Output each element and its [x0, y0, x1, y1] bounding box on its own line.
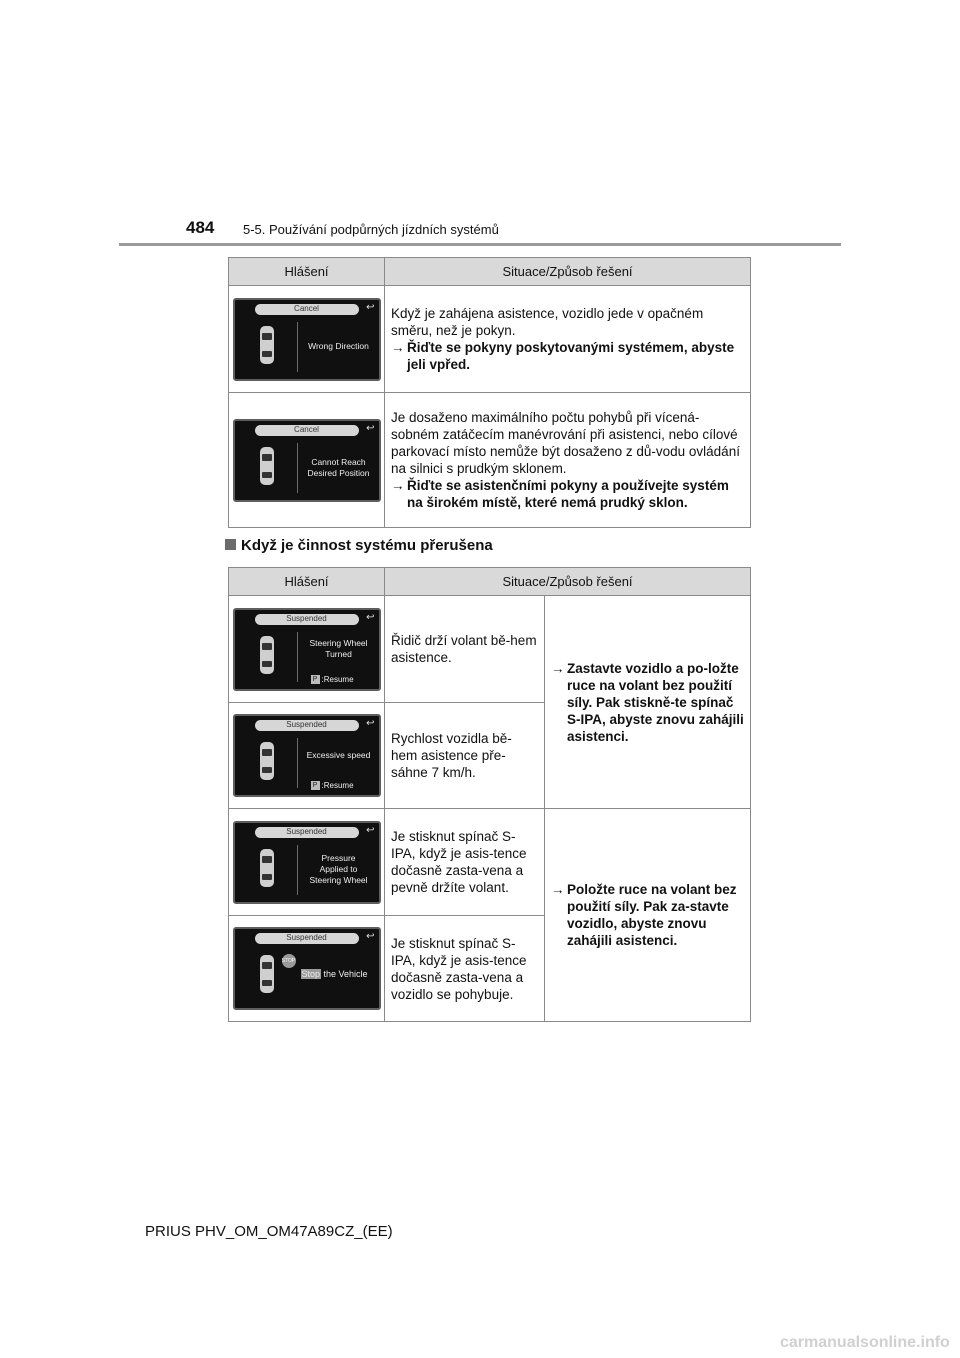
situation-cell [385, 596, 545, 703]
arrow-icon: → [551, 882, 565, 897]
table-row [229, 809, 751, 916]
action-text [391, 339, 744, 373]
message-table-1 [228, 257, 751, 528]
table-row [229, 596, 751, 703]
display-screen [233, 714, 381, 797]
display-screen [233, 298, 381, 381]
resume-hint [311, 781, 354, 791]
screen-cell [229, 703, 385, 809]
screen-message: Steering Wheel Turned [309, 637, 368, 659]
car-icon [259, 446, 275, 486]
display-screen [233, 927, 381, 1010]
header-cell-situation: Situace/Způsob řešení [385, 258, 751, 286]
car-icon [259, 741, 275, 781]
screen-message: Pressure Applied to Steering Wheel [309, 853, 368, 885]
situation-text: Když je zahájena asistence, vozidlo jede v opačném směru, než je pokyn. [391, 306, 704, 338]
action-text [551, 660, 744, 745]
square-bullet-icon [225, 539, 236, 550]
subheading-text: Když je činnost systému přerušena [241, 537, 493, 554]
stop-word: Stop [301, 969, 321, 979]
situation-cell [385, 286, 751, 393]
situation-cell [385, 703, 545, 809]
car-icon [259, 848, 275, 888]
cancel-pill: Cancel [255, 425, 359, 436]
screen-divider [297, 443, 298, 493]
action-label: Zastavte vozidlo a po-ložte ruce na volant bez použití síly. Pak stiskně-te spínač S-IPA, abyste znovu zahájili asistenci. [567, 660, 744, 744]
back-icon: ↩ [366, 422, 375, 434]
suspended-pill: Suspended [255, 720, 359, 731]
car-icon [259, 954, 275, 994]
action-text [391, 477, 744, 511]
table-row [229, 393, 751, 528]
display-screen [233, 821, 381, 904]
screen-divider [297, 632, 298, 682]
watermark: carmanualsonline.info [780, 1334, 950, 1351]
screen-message [301, 969, 368, 980]
resume-hint [311, 675, 354, 685]
back-icon: ↩ [366, 931, 375, 942]
action-cell [545, 596, 751, 809]
suspended-pill: Suspended [255, 614, 359, 625]
car-icon [259, 635, 275, 675]
page-number: 484 [186, 218, 215, 237]
cancel-pill: Cancel [255, 304, 359, 315]
screen-cell [229, 286, 385, 393]
action-label: Řiďte se pokyny poskytovanými systémem, abyste jeli vpřed. [407, 340, 735, 372]
situation-cell [385, 809, 545, 916]
table-header [229, 258, 751, 286]
situation-cell [385, 916, 545, 1022]
parking-switch-icon: P [311, 781, 320, 790]
screen-message: Cannot Reach Desired Position [307, 456, 370, 478]
back-icon: ↩ [366, 718, 375, 729]
situation-text: Rychlost vozidla bě-hem asistence pře-sáhne 7 km/h. [391, 731, 512, 780]
arrow-icon: → [391, 340, 405, 355]
table-row [229, 286, 751, 393]
situation-text: Je stisknut spínač S-IPA, když je asis-tence dočasně zasta-vena a vozidlo se pohybuje. [391, 935, 527, 1002]
table-header [229, 568, 751, 596]
resume-label: :Resume [321, 781, 354, 790]
screen-cell [229, 393, 385, 528]
header-rule [119, 243, 841, 246]
screen-message: Excessive speed [306, 749, 371, 760]
arrow-icon: → [551, 660, 565, 676]
action-cell [545, 809, 751, 1022]
screen-divider [297, 322, 298, 372]
screen-cell [229, 809, 385, 916]
situation-cell [385, 393, 751, 528]
action-label: Položte ruce na volant bez použití síly. Pak za-stavte vozidlo, abyste znovu zahájili asistenci. [567, 882, 737, 948]
action-text [551, 881, 744, 949]
screen-message: Wrong Direction [308, 341, 369, 351]
suspended-pill: Suspended [255, 933, 359, 944]
stop-rest: the Vehicle [321, 969, 368, 979]
stop-icon: STOP [282, 954, 296, 968]
message-table-2 [228, 567, 751, 1022]
section-title: 5-5. Používání podpůrných jízdních systémů [243, 222, 499, 237]
header-cell-situation: Situace/Způsob řešení [385, 568, 751, 596]
header-cell-message: Hlášení [229, 568, 385, 596]
back-icon: ↩ [366, 824, 375, 836]
screen-divider [297, 738, 298, 788]
situation-text: Řidič drží volant bě-hem asistence. [391, 633, 537, 665]
action-label: Řiďte se asistenčními pokyny a používejte systém na širokém místě, které nemá prudký sklon. [407, 478, 729, 510]
suspended-pill: Suspended [255, 827, 359, 838]
arrow-icon: → [391, 478, 405, 493]
screen-cell [229, 916, 385, 1022]
screen-divider [297, 845, 298, 895]
situation-text: Je dosaženo maximálního počtu pohybů při vícená-sobném zatáčecím manévrování při asistenci, nebo cílové parkovací místo nemůže být dosaženo z dů-vodu ovládání na silnici s prudkým sklonem. [391, 410, 740, 476]
resume-label: :Resume [321, 674, 354, 684]
display-screen [233, 419, 381, 502]
back-icon: ↩ [366, 301, 375, 313]
parking-switch-icon: P [311, 675, 320, 684]
header-cell-message: Hlášení [229, 258, 385, 286]
car-icon [259, 325, 275, 365]
situation-text: Je stisknut spínač S-IPA, když je asis-tence dočasně zasta-vena a pevně držíte volant. [391, 829, 527, 895]
subheading [225, 537, 493, 554]
back-icon: ↩ [366, 611, 375, 623]
manual-id: PRIUS PHV_OM_OM47A89CZ_(EE) [145, 1223, 393, 1240]
screen-cell [229, 596, 385, 703]
display-screen [233, 608, 381, 691]
